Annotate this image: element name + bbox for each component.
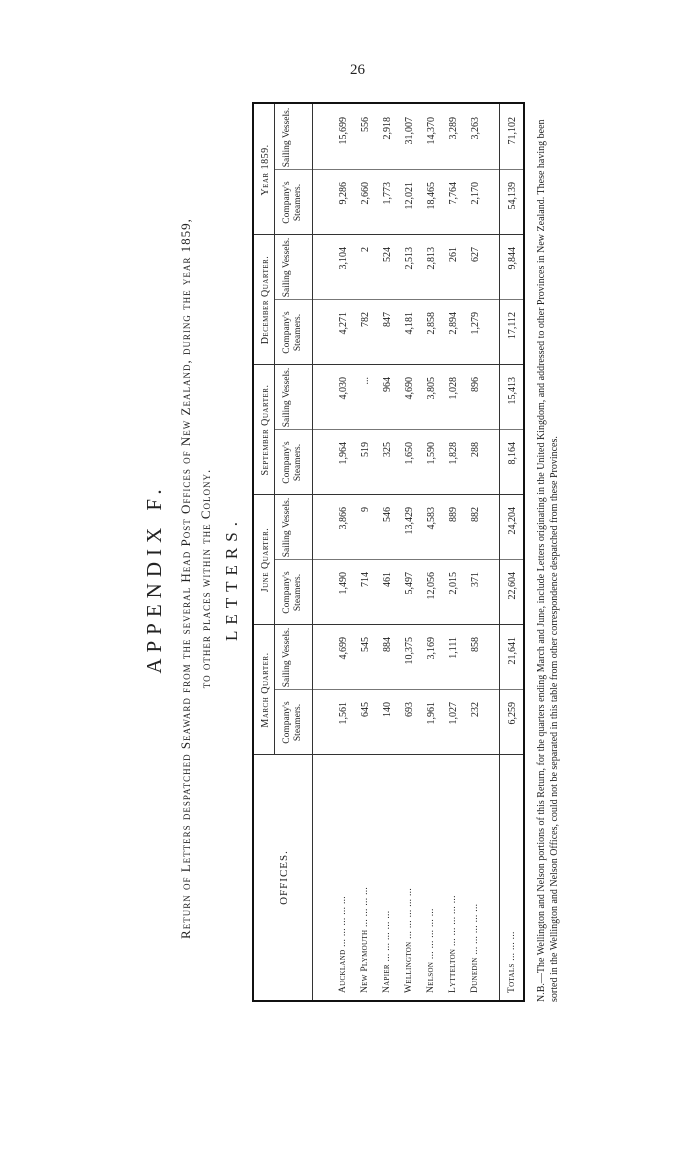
table-cell: 889: [448, 507, 459, 522]
table-cell: 12,021: [404, 182, 415, 210]
office-name: Wellington ... ... ... ... ...: [404, 888, 414, 993]
subheader-steamers: Company's Steamers.: [282, 311, 303, 354]
letters-table: [252, 102, 525, 1002]
subheader-steamers: Company's Steamers.: [282, 181, 303, 224]
table-cell: 546: [382, 507, 393, 522]
quarter-header: June Quarter.: [260, 527, 271, 593]
total-cell: 71,102: [507, 117, 518, 145]
table-cell: 524: [382, 247, 393, 262]
table-cell: 3,289: [448, 117, 459, 140]
table-cell: 3,169: [426, 637, 437, 660]
subheader-steamers: Company's Steamers.: [282, 571, 303, 614]
table-cell: 1,279: [470, 312, 481, 335]
table-cell: 31,007: [404, 117, 415, 145]
table-cell: 12,056: [426, 572, 437, 600]
total-cell: 6,259: [507, 702, 518, 725]
office-name: Auckland ... ... ... ... ...: [338, 896, 348, 993]
subheader-steamers: Company's Steamers.: [282, 441, 303, 484]
table-cell: 4,181: [404, 312, 415, 335]
table-cell: 3,866: [338, 507, 349, 530]
offices-header: OFFICES.: [278, 850, 290, 905]
table-cell: 9,286: [338, 182, 349, 205]
table-cell: 2,894: [448, 312, 459, 335]
table-cell: 2,660: [360, 182, 371, 205]
table-cell: 1,773: [382, 182, 393, 205]
table-cell: ...: [360, 377, 371, 385]
quarter-header: September Quarter.: [260, 384, 271, 476]
table-cell: 1,964: [338, 442, 349, 465]
table-cell: 556: [360, 117, 371, 132]
office-name: Dunedin ... ... ... ... ...: [470, 903, 480, 993]
total-cell: 22,604: [507, 572, 518, 600]
table-cell: 288: [470, 442, 481, 457]
table-cell: 545: [360, 637, 371, 652]
table-cell: 15,699: [338, 117, 349, 145]
table-cell: 140: [382, 702, 393, 717]
table-cell: 858: [470, 637, 481, 652]
table-cell: 461: [382, 572, 393, 587]
table-cell: 1,561: [338, 702, 349, 725]
table-cell: 847: [382, 312, 393, 327]
table-cell: 9: [360, 507, 371, 512]
table-cell: 627: [470, 247, 481, 262]
table-cell: 261: [448, 247, 459, 262]
table-cell: 693: [404, 702, 415, 717]
total-cell: 8,164: [507, 442, 518, 465]
table-cell: 896: [470, 377, 481, 392]
table-cell: 2,858: [426, 312, 437, 335]
table-cell: 2,015: [448, 572, 459, 595]
return-title-line2: to other places within the Colony.: [198, 468, 213, 689]
table-cell: 4,030: [338, 377, 349, 400]
table-cell: 1,027: [448, 702, 459, 725]
table-cell: 14,370: [426, 117, 437, 145]
table-cell: 7,764: [448, 182, 459, 205]
table-cell: 882: [470, 507, 481, 522]
totals-label: Totals ... ... ...: [507, 931, 517, 993]
table-cell: 3,805: [426, 377, 437, 400]
header-rule: [274, 104, 275, 755]
total-cell: 24,204: [507, 507, 518, 535]
table-cell: 3,263: [470, 117, 481, 140]
table-cell: 10,375: [404, 637, 415, 665]
table-cell: 1,028: [448, 377, 459, 400]
table-cell: 884: [382, 637, 393, 652]
subheader-steamers: Company's Steamers.: [282, 701, 303, 744]
section-title: LETTERS.: [222, 516, 241, 641]
footnote: N.B.—The Wellington and Nelson portions of this Return, for the quarters ending March and June, include Letters originating in the United Kingdom, and addressed to other Provinces in New Zealand. These having been sorted in the Wellington and Nelson Offices, could not be separated in this table from other correspondence despatched from these Provinces.: [536, 119, 560, 1002]
office-name: Nelson ... ... ... ... ...: [426, 908, 436, 993]
table-cell: 714: [360, 572, 371, 587]
table-cell: 4,699: [338, 637, 349, 660]
office-name: Napier ... ... ... ... ...: [382, 910, 392, 993]
quarter-header: December Quarter.: [260, 255, 271, 345]
table-cell: 13,429: [404, 507, 415, 535]
table-cell: 1,828: [448, 442, 459, 465]
table-cell: 325: [382, 442, 393, 457]
subheader-sailing: Sailing Vessels.: [282, 367, 292, 428]
table-cell: 18,465: [426, 182, 437, 210]
table-cell: 1,961: [426, 702, 437, 725]
subheader-sailing: Sailing Vessels.: [282, 627, 292, 688]
return-title-line1: Return of Letters despatched Seaward from the several Head Post Offices of New Zealand, during the year 1859,: [178, 218, 193, 939]
table-cell: 519: [360, 442, 371, 457]
table-cell: 2,813: [426, 247, 437, 270]
table-cell: 2,918: [382, 117, 393, 140]
table-cell: 232: [470, 702, 481, 717]
table-cell: 4,583: [426, 507, 437, 530]
table-cell: 782: [360, 312, 371, 327]
table-cell: 3,104: [338, 247, 349, 270]
office-name: Lyttelton ... ... ... ... ...: [448, 895, 458, 993]
total-cell: 15,413: [507, 377, 518, 405]
table-cell: 1,111: [448, 637, 459, 659]
quarter-header: March Quarter.: [260, 652, 271, 728]
table-cell: 4,690: [404, 377, 415, 400]
table-cell: 1,590: [426, 442, 437, 465]
table-cell: 2,170: [470, 182, 481, 205]
table-cell: 371: [470, 572, 481, 587]
total-cell: 9,844: [507, 247, 518, 270]
table-cell: 964: [382, 377, 393, 392]
total-cell: 54,139: [507, 182, 518, 210]
table-cell: 1,650: [404, 442, 415, 465]
subheader-sailing: Sailing Vessels.: [282, 497, 292, 558]
totals-rule: [499, 104, 500, 1000]
quarter-header: Year 1859.: [260, 144, 271, 196]
table-cell: 1,490: [338, 572, 349, 595]
table-cell: 4,271: [338, 312, 349, 335]
office-name: New Plymouth ... ... ... ...: [360, 886, 370, 993]
subheader-sailing: Sailing Vessels.: [282, 107, 292, 168]
appendix-title: APPENDIX F.: [142, 483, 166, 674]
subheader-sailing: Sailing Vessels.: [282, 237, 292, 298]
total-cell: 21,641: [507, 637, 518, 665]
table-cell: 2,513: [404, 247, 415, 270]
table-cell: 645: [360, 702, 371, 717]
page-number: 26: [350, 62, 365, 78]
table-cell: 5,497: [404, 572, 415, 595]
total-cell: 17,112: [507, 312, 518, 340]
header-bottom-rule: [312, 104, 313, 1000]
table-cell: 2: [360, 247, 371, 252]
